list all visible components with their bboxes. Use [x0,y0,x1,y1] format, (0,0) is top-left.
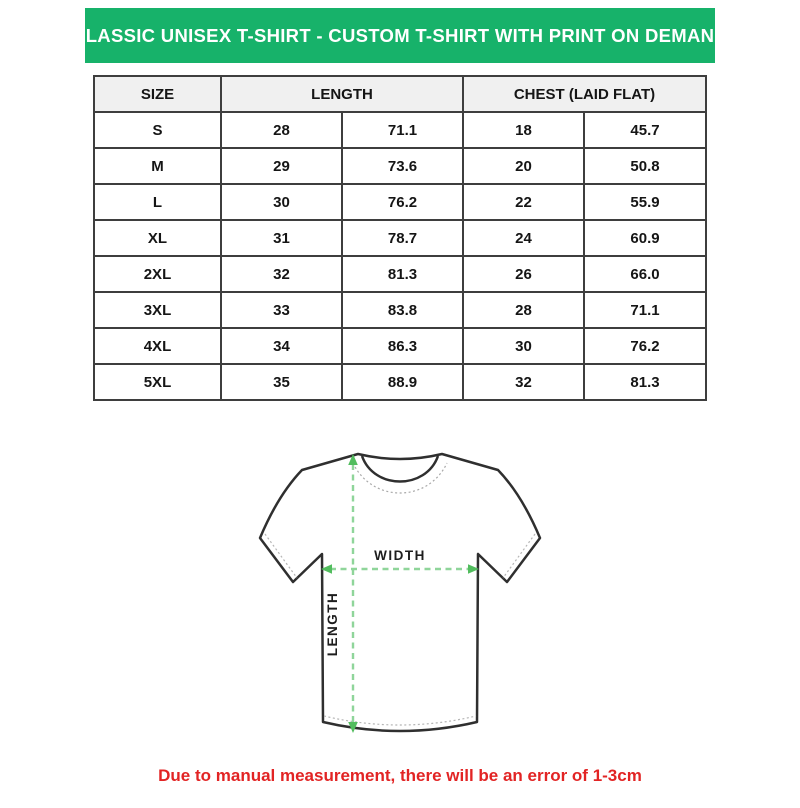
col-header-length: LENGTH [221,76,463,112]
chest-in-cell: 24 [463,220,584,256]
length-in-cell: 32 [221,256,342,292]
header-banner [72,8,728,63]
length-in-cell: 33 [221,292,342,328]
length-cm-cell: 81.3 [342,256,463,292]
chest-cm-cell: 55.9 [584,184,706,220]
table-row [94,328,706,364]
length-in-cell: 28 [221,112,342,148]
tshirt-measurement-diagram [250,441,550,756]
size-cell: 2XL [94,256,221,292]
size-cell: 5XL [94,364,221,400]
size-cell: S [94,112,221,148]
col-header-size: SIZE [94,76,221,112]
length-in-cell: 29 [221,148,342,184]
length-cm-cell: 83.8 [342,292,463,328]
width-label: WIDTH [374,548,426,563]
chest-cm-cell: 76.2 [584,328,706,364]
table-row [94,220,706,256]
col-header-chest: CHEST (LAID FLAT) [463,76,706,112]
chest-in-cell: 26 [463,256,584,292]
table-row [94,184,706,220]
chest-in-cell: 28 [463,292,584,328]
table-row [94,292,706,328]
length-cm-cell: 71.1 [342,112,463,148]
length-in-cell: 31 [221,220,342,256]
length-label: LENGTH [325,591,340,657]
chest-in-cell: 22 [463,184,584,220]
length-in-cell: 35 [221,364,342,400]
table-row [94,148,706,184]
length-cm-cell: 78.7 [342,220,463,256]
banner-title: CLASSIC UNISEX T-SHIRT - CUSTOM T-SHIRT WITH PRINT ON DEMAND [72,24,728,46]
tshirt-outline [260,454,540,731]
length-cm-cell: 88.9 [342,364,463,400]
length-in-cell: 34 [221,328,342,364]
table-row [94,364,706,400]
size-cell: L [94,184,221,220]
measurement-note: Due to manual measurement, there will be an error of 1-3cm [158,766,642,785]
tshirt-diagram-svg [250,441,550,751]
size-cell: M [94,148,221,184]
chest-in-cell: 20 [463,148,584,184]
length-cm-cell: 76.2 [342,184,463,220]
table-row [94,256,706,292]
size-cell: XL [94,220,221,256]
chest-in-cell: 30 [463,328,584,364]
size-cell: 4XL [94,328,221,364]
length-cm-cell: 73.6 [342,148,463,184]
table-row [94,112,706,148]
length-cm-cell: 86.3 [342,328,463,364]
chest-cm-cell: 45.7 [584,112,706,148]
chest-cm-cell: 50.8 [584,148,706,184]
table-header-row [94,76,706,112]
chest-in-cell: 18 [463,112,584,148]
chest-in-cell: 32 [463,364,584,400]
size-chart-table [93,75,707,401]
chest-cm-cell: 60.9 [584,220,706,256]
size-cell: 3XL [94,292,221,328]
length-in-cell: 30 [221,184,342,220]
chest-cm-cell: 71.1 [584,292,706,328]
chest-cm-cell: 81.3 [584,364,706,400]
chest-cm-cell: 66.0 [584,256,706,292]
